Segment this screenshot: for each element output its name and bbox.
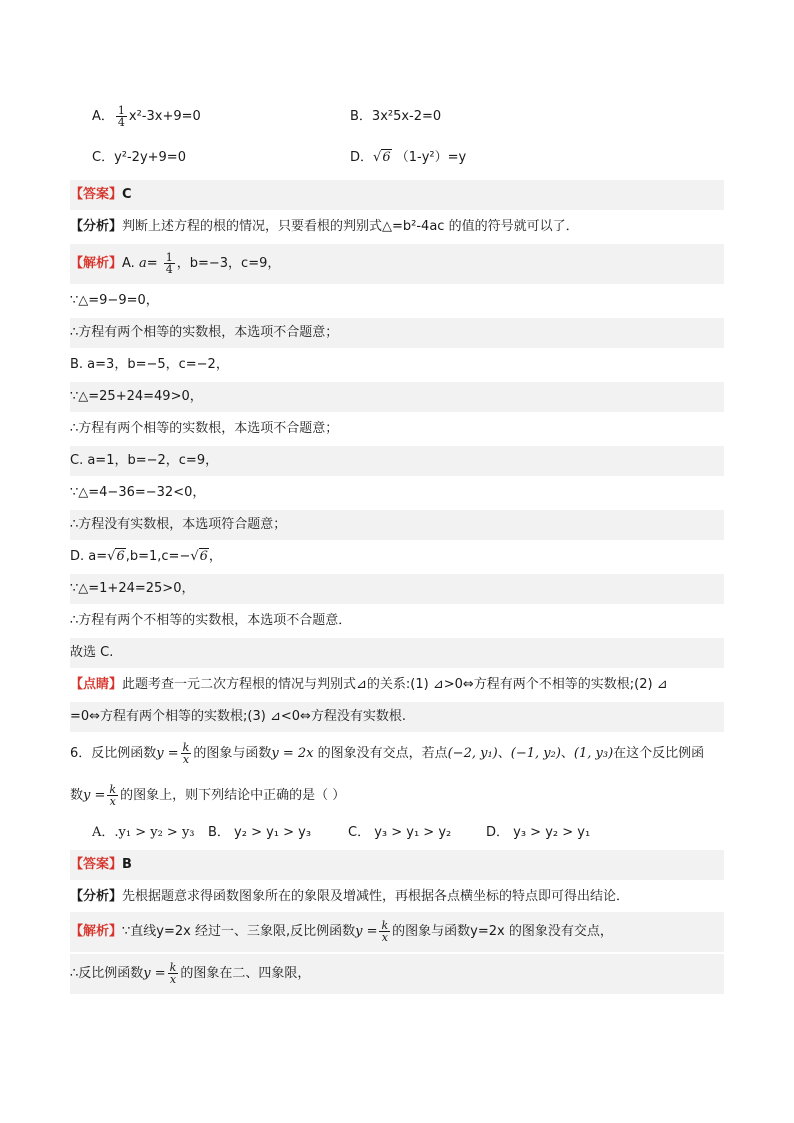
q5-point: [70, 670, 724, 700]
text: ∴反比例函数: [70, 966, 144, 981]
point: (−2, y₁): [447, 746, 498, 761]
math: y = 2x: [271, 746, 314, 761]
fraction: $\frac{k}{x}$: [182, 741, 190, 766]
math: y =: [143, 966, 166, 981]
q5-answer: [70, 180, 724, 210]
solution-line: ∵△=25+24=49>0，: [70, 382, 724, 412]
sqrt-expression: √6: [107, 549, 125, 564]
sqrt-expression: √6: [190, 549, 208, 564]
point-tag: 【点睛】: [70, 677, 123, 692]
text: 在这个反比例函: [613, 746, 705, 761]
q5-option-a: [92, 100, 201, 134]
point: (1, y₃): [573, 746, 614, 761]
text: A.: [122, 256, 139, 271]
solution-tag: 【解析】: [70, 256, 123, 271]
option-label: D．: [350, 150, 374, 165]
q6-answer: [70, 850, 724, 880]
option-text: x²-3x+9=0: [128, 109, 201, 124]
option-label: A．: [92, 109, 114, 124]
answer-value: B: [122, 857, 132, 872]
text: 的图象上，则下列结论中正确的是（ ）: [120, 788, 346, 803]
sep: 、: [497, 746, 511, 761]
math: y =: [156, 746, 179, 761]
fraction: $\frac{k}{x}$: [169, 961, 177, 986]
q5-option-c: C．y²-2y+9=0: [92, 150, 186, 165]
q5-solution-a: 【解析】A. a= $\frac{1}{4}$ ，b=−3，c=9，: [70, 244, 724, 284]
q5-point-cont: =0⇔方程有两个相等的实数根;(3) ⊿<0⇔方程没有实数根.: [70, 702, 724, 732]
solution-line: 故选 C.: [70, 638, 724, 668]
q6-option-d: D． y₃ > y₂ > y₁: [486, 825, 591, 840]
text: ，: [208, 549, 222, 564]
sqrt-expression: √6: [373, 150, 391, 165]
fraction: $\frac{k}{x}$: [109, 783, 117, 808]
option-text: （1-y²）=y: [395, 150, 467, 165]
point: (−1, y₂): [510, 746, 561, 761]
text: D. a=: [70, 549, 108, 564]
q6-stem-line2: [70, 776, 724, 816]
q5-analysis: [70, 212, 724, 242]
analysis-text: 判断上述方程的根的情况，只要看根的判别式△=b²-4ac 的值的符号就可以了．: [122, 219, 579, 234]
text: ,b=1,c=−: [125, 549, 191, 564]
text: 的图象与函数y=2x 的图象没有交点，: [392, 924, 613, 939]
q6-option-a: A．.y₁ > y₂ > y₃: [92, 825, 195, 840]
solution-tag: 【解析】: [70, 924, 123, 939]
solution-line: C. a=1，b=−2，c=9，: [70, 446, 724, 476]
text: 的图象在二、四象限，: [180, 966, 311, 981]
q6-solution-line2: [70, 954, 724, 994]
fraction: $\frac{k}{x}$: [381, 919, 389, 944]
math: y =: [83, 788, 106, 803]
text: 6．反比例函数: [70, 746, 157, 761]
q6-option-c: C． y₃ > y₁ > y₂: [348, 825, 452, 840]
math: y =: [355, 924, 378, 939]
text: ∵直线y=2x 经过一、三象限,反比例函数: [122, 924, 356, 939]
analysis-tag: 【分析】: [70, 889, 123, 904]
solution-line: ∵△=9−9=0，: [70, 293, 159, 308]
solution-line: ∵△=1+24=25>0，: [70, 574, 724, 604]
q6-solution-line1: [70, 912, 724, 952]
fraction: $\frac{1}{4}$: [117, 104, 125, 129]
solution-line: B. a=3，b=−5，c=−2，: [70, 357, 229, 372]
analysis-tag: 【分析】: [70, 219, 123, 234]
solution-line: ∴方程有两个相等的实数根，本选项不合题意；: [70, 421, 339, 436]
text: ，b=−3，c=9，: [176, 256, 281, 271]
text: 数: [70, 788, 84, 803]
q6-analysis: [70, 882, 724, 912]
q6-option-b: B． y₂ > y₁ > y₃: [208, 825, 312, 840]
q5-option-d: [350, 143, 466, 173]
answer-tag: 【答案】: [70, 187, 123, 202]
answer-tag: 【答案】: [70, 857, 123, 872]
solution-line: ∴方程有两个不相等的实数根，本选项不合题意．: [70, 613, 352, 628]
solution-line: ∴方程有两个相等的实数根，本选项不合题意；: [70, 318, 724, 348]
sep: 、: [560, 746, 574, 761]
q5-option-b: B．3x²5x-2=0: [350, 109, 442, 124]
answer-value: C: [122, 187, 132, 202]
point-text: 此题考查一元二次方程根的情况与判别式⊿的关系:(1) ⊿>0⇔方程有两个不相等的实数根;(2) ⊿: [122, 677, 668, 692]
solution-line-d: [70, 542, 724, 572]
solution-line: ∵△=4−36=−32<0，: [70, 485, 206, 500]
solution-line: ∴方程没有实数根，本选项符合题意；: [70, 510, 724, 540]
text: 的图象与函数: [193, 746, 272, 761]
q6-stem-line1: [70, 734, 724, 774]
text: 的图象没有交点，若点: [317, 746, 448, 761]
fraction: $\frac{1}{4}$: [165, 251, 173, 276]
analysis-text: 先根据题意求得函数图象所在的象限及增减性，再根据各点横坐标的特点即可得出结论．: [122, 889, 630, 904]
